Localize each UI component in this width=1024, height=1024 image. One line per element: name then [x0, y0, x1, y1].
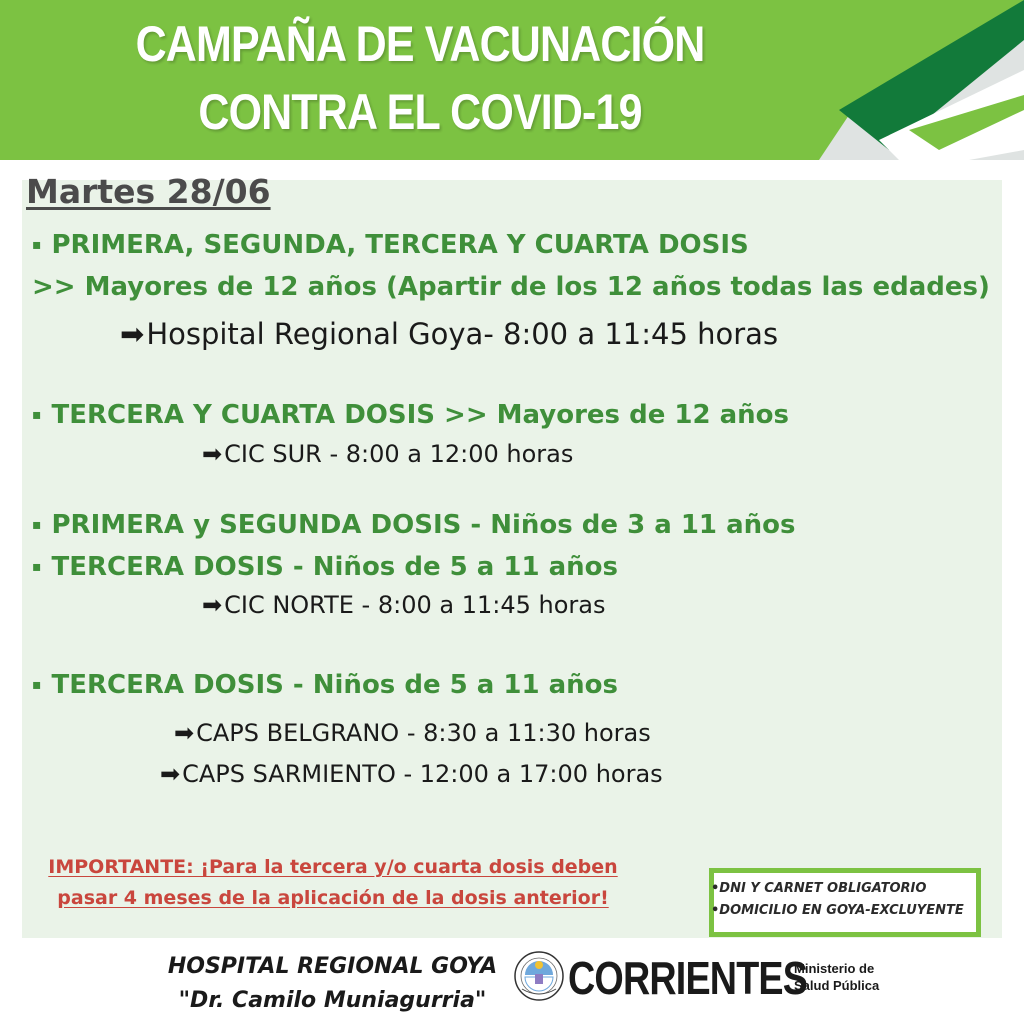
requirements-box — [709, 868, 981, 937]
province-wordmark: CORRIENTES — [568, 952, 808, 1004]
arrow-right-icon: ➡ — [202, 591, 223, 619]
section-4-location-1: ➡CAPS BELGRANO - 8:30 a 11:30 horas — [174, 719, 651, 747]
corner-decoration-icon — [819, 0, 1024, 160]
arrow-right-icon: ➡ — [120, 317, 145, 351]
bullet-icon: ▪ — [32, 237, 42, 253]
campaign-title — [59, 10, 781, 146]
section-1-subheading: >> Mayores de 12 años (Apartir de los 12 años todas las edades) — [32, 272, 990, 302]
header-banner — [0, 0, 1024, 160]
section-3-heading: ▪ PRIMERA y SEGUNDA DOSIS - Niños de 3 a 11 años — [32, 510, 796, 540]
arrow-right-icon: ➡ — [160, 760, 181, 788]
important-line-1: IMPORTANTE: ¡Para la tercera y/o cuarta dosis deben — [48, 856, 618, 878]
important-line-2: pasar 4 meses de la aplicación de la dosis anterior! — [57, 887, 609, 909]
section-4-heading: ▪ TERCERA DOSIS - Niños de 5 a 11 años — [32, 670, 618, 700]
section-1-location: ➡Hospital Regional Goya- 8:00 a 11:45 horas — [120, 317, 779, 351]
section-4-location-2: ➡CAPS SARMIENTO - 12:00 a 17:00 horas — [160, 760, 663, 788]
requirement-item: •DOMICILIO EN GOYA-EXCLUYENTE — [711, 903, 964, 918]
title-line-2: CONTRA EL COVID-19 — [198, 84, 642, 140]
footer-hospital-name: HOSPITAL REGIONAL GOYA "Dr. Camilo Muniagurria" — [167, 954, 498, 1013]
arrow-right-icon: ➡ — [202, 440, 223, 468]
province-seal-icon — [514, 951, 564, 1001]
bullet-icon: ▪ — [32, 517, 42, 533]
section-2-location: ➡CIC SUR - 8:00 a 12:00 horas — [202, 440, 574, 468]
bullet-icon: ▪ — [32, 559, 42, 575]
section-3-subheading: ▪ TERCERA DOSIS - Niños de 5 a 11 años — [32, 552, 618, 582]
date-heading: Martes 28/06 — [26, 172, 271, 211]
bullet-icon: ▪ — [32, 407, 42, 423]
section-3-location: ➡CIC NORTE - 8:00 a 11:45 horas — [202, 591, 606, 619]
section-1-heading: ▪ PRIMERA, SEGUNDA, TERCERA Y CUARTA DOSIS — [32, 230, 749, 260]
title-line-1: CAMPAÑA DE VACUNACIÓN — [135, 16, 705, 72]
requirement-item: •DNI Y CARNET OBLIGATORIO — [711, 881, 927, 896]
arrow-right-icon: ➡ — [174, 719, 195, 747]
ministry-label: Ministerio de Salud Pública — [794, 961, 880, 993]
section-2-heading: ▪ TERCERA Y CUARTA DOSIS >> Mayores de 12 años — [32, 400, 790, 430]
bullet-icon: ▪ — [32, 677, 42, 693]
important-notice — [28, 852, 638, 914]
